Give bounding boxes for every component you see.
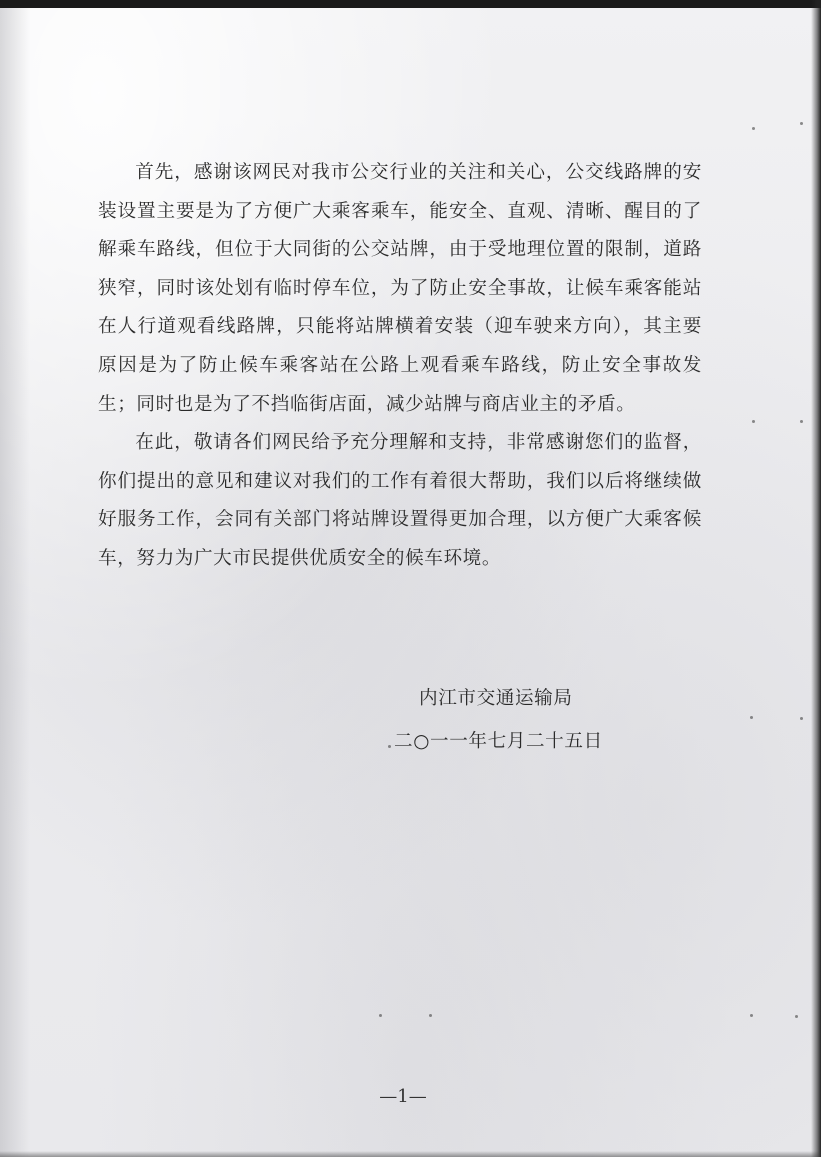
scan-speck: [752, 420, 755, 423]
scan-right-border: [811, 0, 821, 1157]
paragraph-2: 在此，敬请各们网民给予充分理解和支持，非常感谢您们的监督，你们提出的意见和建议对我们的工作有着很大帮助，我们以后将继续做好服务工作，会同有关部门将站牌设置得更加合理，以方便广大乘客候车，努力为广大市民提供优质安全的候车环境。: [98, 432, 702, 569]
signature-organization: 内江市交通运输局: [419, 688, 573, 709]
scan-speck: [800, 717, 803, 720]
scan-speck: [750, 1014, 753, 1017]
scan-speck: [429, 1014, 432, 1017]
scan-speck: [379, 1014, 382, 1017]
scan-top-border: [0, 0, 821, 8]
scan-speck: [750, 716, 753, 719]
scan-speck: [800, 420, 803, 423]
page-left-shadow: [0, 0, 30, 1157]
scan-speck: [795, 1015, 798, 1018]
scan-speck: [388, 745, 391, 748]
scan-speck: [800, 122, 803, 125]
page-number: —1—: [379, 1086, 427, 1107]
document-body: [98, 154, 702, 579]
signature-date: 二○一一年七月二十五日: [394, 731, 603, 752]
paragraph-1: 首先，感谢该网民对我市公交行业的关注和关心，公交线路牌的安装设置主要是为了方便广大乘客乘车，能安全、直观、清晰、醒目的了解乘车路线，但位于大同街的公交站牌，由于受地理位置的限制，道路狭窄，同时该处划有临时停车位，为了防止安全事故，让候车乘客能站在人行道观看线路牌，只能将站牌横着安装（迎车驶来方向），其主要原因是为了防止候车乘客站在公路上观看乘车路线，防止安全事故发生；同时也是为了不挡临街店面，减少站牌与商店业主的矛盾。: [98, 162, 702, 415]
scan-speck: [752, 127, 755, 130]
scan-bottom-border: [0, 1151, 821, 1157]
